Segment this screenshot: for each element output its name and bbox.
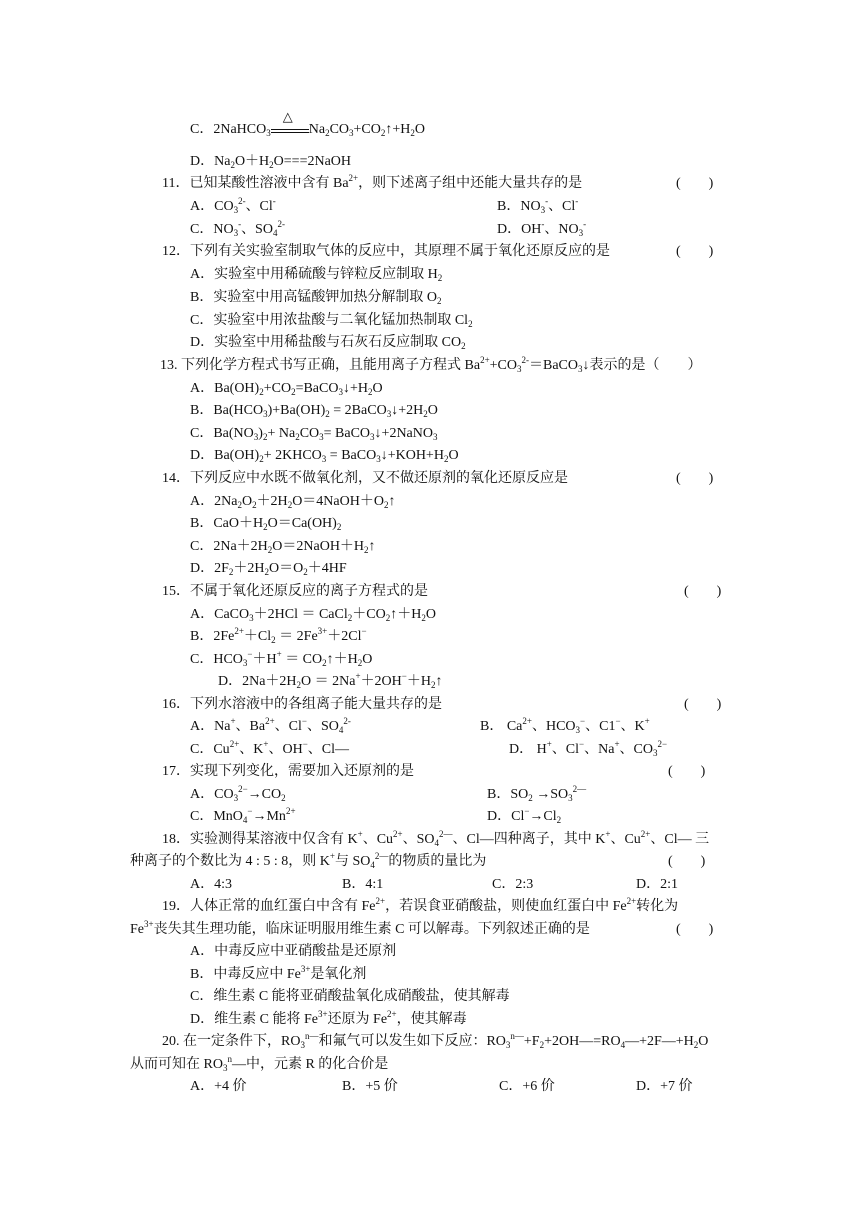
q15-option-a: A．CaCO$_3$＋2HCl ＝ $CaCl_2+CO_2↑+H_2O$ xyxy=(190,607,436,623)
q15-option-b: B．$2Fe^{2+}+Cl_2 = 2Fe^{3+}+2Cl^-$ xyxy=(190,626,367,645)
q20-stem-line2: 从而可知在 $RO_3^n—$中，元素 R 的化合价是 xyxy=(130,1054,389,1073)
q13-option-b: B．$Ba(HCO_3)+Ba(OH)_2$ = $2BaCO_3↓+2H_2O$ xyxy=(190,403,438,419)
q13-option-a: A．$Ba(OH)_2+CO_2=BaCO_3↓+H_2O$ xyxy=(190,381,383,397)
q11-answer-paren: ( ) xyxy=(676,176,714,191)
q15-answer-paren: ( ) xyxy=(684,584,722,599)
q18-answer-paren: ( ) xyxy=(668,854,706,869)
q14-option-b: B．$CaO+H_2O=Ca(OH)_2$ xyxy=(190,516,342,532)
q14-option-c: C．$2Na+2H_2O=2NaOH+H_2↑$ xyxy=(190,539,376,555)
q17-option-d: D．$Cl^-\to Cl_2$ xyxy=(487,806,562,825)
q17-answer-paren: ( ) xyxy=(668,764,706,779)
q16-option-c: C．$Cu^{2+}$、K+、OH−、Cl— xyxy=(190,739,350,757)
q13-option-d: D．$Ba(OH)_2+$ $2KHCO_3$ = $BaCO_3↓+KOH+H_2O$ xyxy=(190,448,459,464)
q10-option-d: D．$Na_2O+H_2O===2NaOH$ xyxy=(190,154,352,170)
q19-option-c: C．维生素 C 能将亚硝酸盐氧化成硝酸盐，使其解毒 xyxy=(190,989,510,1004)
q12-option-b: B．实验室中用高锰酸钾加热分解制取 $O_2$ xyxy=(190,290,442,306)
q20-option-c: C．+6 价 xyxy=(499,1079,555,1094)
q17-option-c: C．$MnO_4^-\to Mn^{2+}$ xyxy=(190,806,296,825)
q20-option-b: B．+5 价 xyxy=(342,1079,398,1094)
q11-stem: 11．已知某酸性溶液中含有 $Ba^{2+}$，则下述离子组中还能大量共存的是 xyxy=(162,173,583,191)
q12-option-c: C．实验室中用浓盐酸与二氧化锰加热制取 $Cl_2$ xyxy=(190,313,473,329)
q13-option-c: C．$Ba(NO_3)_2+ Na_2CO_3=$ BaCO$_3$↓+2NaNO$_3$ xyxy=(190,426,438,442)
q18-stem: 18．实验测得某溶液中仅含有 K+、$Cu^{2+}$、$SO_4^{2—}$、Cl—四种离子，其中 K+、$Cu^{2+}$、Cl— 三 xyxy=(162,829,710,848)
q12-answer-paren: ( ) xyxy=(676,244,714,259)
q19-stem-line2: $Fe^{3+}$丧失其生理功能，临床证明服用维生素 C 可以解毒。下列叙述正确的是 xyxy=(130,919,590,937)
q19-option-d: D．维生素 C 能将 $Fe^{3+}$还原为 $Fe^{2+}$，使其解毒 xyxy=(190,1009,467,1027)
q12-option-d: D．实验室中用稀盐酸与石灰石反应制取 $CO_2$ xyxy=(190,335,466,351)
q10-option-c: C．2NaHCO$_3$ △ $Na_2CO_3+CO_2↑+H_2O$ xyxy=(190,109,425,138)
q17-option-b: B．$SO_2 \to SO_3^{2—}$ xyxy=(487,784,587,803)
q12-stem: 12．下列有关实验室制取气体的反应中，其原理不属于氧化还原反应的是 xyxy=(162,244,610,259)
q18-option-d: D．2:1 xyxy=(636,877,678,892)
q18-option-b: B．4:1 xyxy=(342,877,384,892)
q11-option-c: C．$NO_3^-$、$SO_4^{2-}$ xyxy=(190,219,285,238)
q20-stem: 20. 在一定条件下，$RO_3^{n—}$和氟气可以发生如下反应：$RO_3^{n—}+F_2+2OH—=RO_4—+2F—+H_2O$ xyxy=(162,1031,709,1050)
q15-stem: 15．不属于氧化还原反应的离子方程式的是 xyxy=(162,584,428,599)
q15-option-c: C．$HCO_3^-+H^+$ ＝ $CO_2↑+H_2O$ xyxy=(190,649,373,668)
q16-answer-paren: ( ) xyxy=(684,697,722,712)
q14-stem: 14．下列反应中水既不做氧化剂，又不做还原剂的氧化还原反应是 xyxy=(162,471,568,486)
q18-stem-line2: 种离子的个数比为 4 : 5 : 8，则 K+与 $SO_4^{2—}$的物质的量比为 xyxy=(130,851,487,870)
heating-condition-sign: △ xyxy=(271,121,309,133)
q19-stem: 19．人体正常的血红蛋白中含有 $Fe^{2+}$，若误食亚硝酸盐，则使血红蛋白中 $Fe^{2+}$转化为 xyxy=(162,896,679,914)
q16-option-d: D． H+、Cl−、Na+、$CO_3^{2-}$ xyxy=(509,739,668,758)
q12-option-a: A．实验室中用稀硫酸与锌粒反应制取 $H_2$ xyxy=(190,267,443,283)
q17-stem: 17．实现下列变化，需要加入还原剂的是 xyxy=(162,764,414,779)
q11-option-a: A．$CO_3^{2-}$、Cl- xyxy=(190,196,276,215)
q16-option-b: B． $Ca^{2+}$、$HCO_3^-$、C1−、K+ xyxy=(480,716,650,735)
q20-option-a: A．+4 价 xyxy=(190,1079,247,1094)
q16-stem: 16．下列水溶液中的各组离子能大量共存的是 xyxy=(162,697,442,712)
q14-option-d: D．$2F_2+2H_2O=O_2+4HF$ xyxy=(190,561,347,577)
q16-option-a: A．Na+、$Ba^{2+}$、Cl−、$SO_4^{2-}$ xyxy=(190,716,351,735)
q17-option-a: A．$CO_3^{2-}\to CO_2$ xyxy=(190,784,286,803)
q13-stem: 13. 下列化学方程式书写正确，且能用离子方程式 $Ba^{2+}+CO_3^{2-}=BaCO_3↓$表示的是（ ） xyxy=(160,355,702,374)
q19-option-b: B．中毒反应中 $Fe^{3+}$是氧化剂 xyxy=(190,964,367,982)
q18-option-c: C．2:3 xyxy=(492,877,534,892)
q11-option-d: D．OH-、$NO_3^-$ xyxy=(497,219,587,238)
q19-answer-paren: ( ) xyxy=(676,922,714,937)
q19-option-a: A．中毒反应中亚硝酸盐是还原剂 xyxy=(190,944,397,959)
q14-answer-paren: ( ) xyxy=(676,471,714,486)
q15-option-d: D．$2Na+2H_2O$ ＝ $2Na^++2OH^-+H_2↑$ xyxy=(218,671,443,690)
q20-option-d: D．+7 价 xyxy=(636,1079,693,1094)
q18-option-a: A．4:3 xyxy=(190,877,232,892)
q14-option-a: A．$2Na_2O_2+2H_2O=4NaOH+O_2↑$ xyxy=(190,494,396,510)
q11-option-b: B．$NO_3^-$、Cl- xyxy=(497,196,579,215)
